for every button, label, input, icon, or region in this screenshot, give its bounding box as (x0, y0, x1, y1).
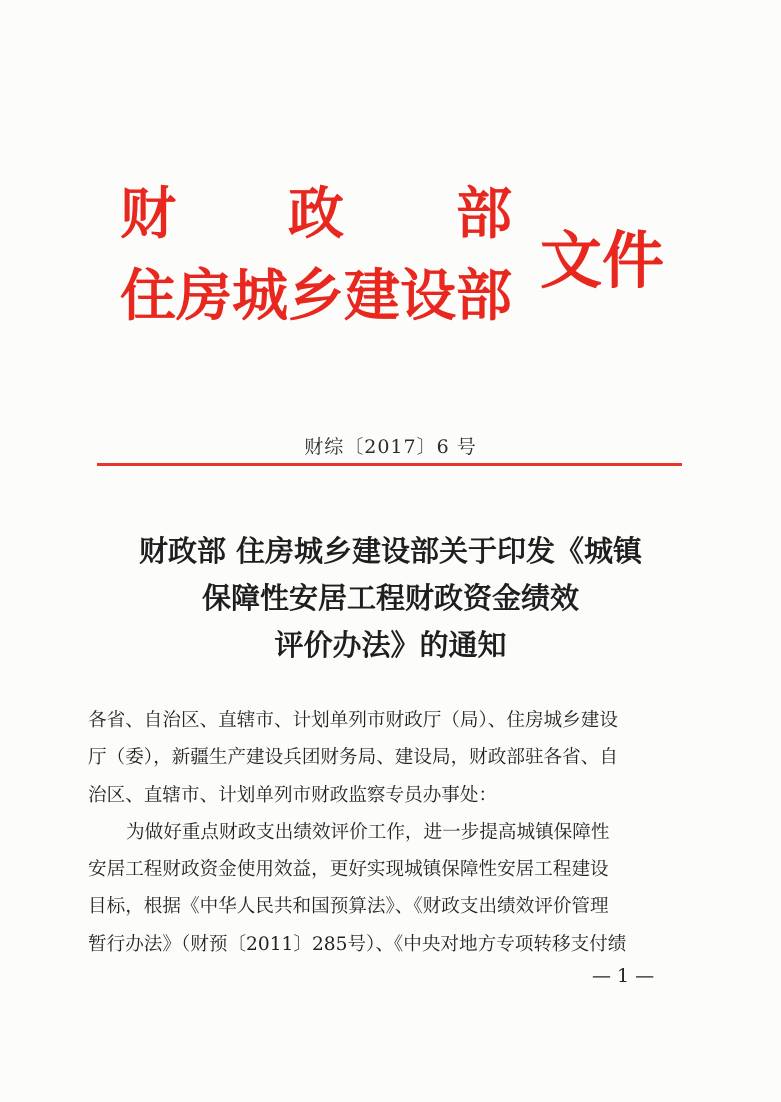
body-line: 安居工程财政资金使用效益，更好实现城镇保障性安居工程建设 (88, 859, 609, 881)
body-line: 厅（委），新疆生产建设兵团财务局、建设局，财政部驻各省、自 (88, 747, 618, 769)
page-number: — 1 — (592, 965, 655, 987)
body-line: 暂行办法》（财预〔2011〕285号）、《中央对地方专项转移支付绩 (88, 933, 627, 955)
body-line: 目标，根据《中华人民共和国预算法》、《财政支出绩效评价管理 (88, 896, 609, 918)
body-line: 为做好重点财政支出绩效评价工作，进一步提高城镇保障性 (126, 821, 610, 843)
title-line: 财政部 住房城乡建设部关于印发《城镇 (138, 534, 643, 568)
document-type-label: 文件 (540, 224, 665, 297)
issuer-char-3: 部 (456, 181, 512, 247)
issuer-line-2: 住房城乡建设部 (120, 263, 512, 329)
document-body (88, 702, 688, 963)
red-divider (97, 463, 682, 466)
title-line: 保障性安居工程财政资金绩效 (201, 581, 579, 615)
document-number: 财综〔2017〕6 号 (304, 436, 477, 458)
document-title (0, 528, 781, 669)
title-line: 评价办法》的通知 (274, 628, 507, 662)
body-line: 治区、直辖市、计划单列市财政监察专员办事处： (88, 784, 498, 806)
body-line: 各省、自治区、直辖市、计划单列市财政厅（局）、住房城乡建设 (88, 710, 618, 731)
issuer-char-1: 财 (120, 181, 176, 247)
issuer-char-2: 政 (288, 181, 344, 247)
